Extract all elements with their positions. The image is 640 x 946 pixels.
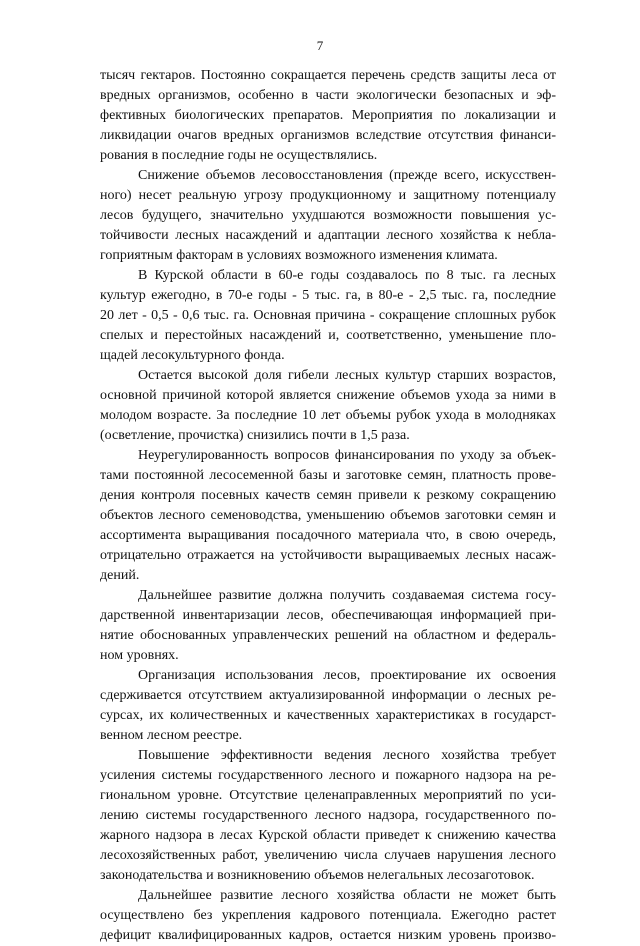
text-line: жарного надзора в лесах Курской области приведет к снижению качества	[100, 828, 556, 843]
text-line: гиональном уровне. Отсутствие целенаправленных мероприятий по уси-	[100, 788, 556, 803]
text-line: лесохозяйственных работ, увеличению числа случаев нарушения лесного	[100, 848, 556, 863]
text-line: фективных биологических препаратов. Мероприятия по локализации и	[100, 108, 556, 123]
text-line: сурсах, их количественных и качественных характеристиках в государст-	[100, 708, 556, 723]
text-line: основной причиной которой является снижение объемов ухода за ними в	[100, 388, 556, 403]
text-line: ного) несет реальную угрозу продукционному и защитному потенциалу	[100, 188, 556, 203]
paragraph-1	[100, 66, 556, 166]
paragraph-5	[100, 446, 556, 586]
text-line: В Курской области в 60-е годы создавалось по 8 тыс. га лесных	[138, 268, 556, 283]
text-line: ассортимента выращивания посадочного материала что, в свою очередь,	[100, 528, 556, 543]
paragraph-9	[100, 886, 556, 946]
text-line: 20 лет - 0,5 - 0,6 тыс. га. Основная причина - сокращение сплошных рубок	[100, 308, 556, 323]
text-line: ном уровнях.	[100, 648, 179, 663]
text-line: Организация использования лесов, проектирование их освоения	[138, 668, 556, 683]
paragraph-8	[100, 746, 556, 886]
paragraph-7	[100, 666, 556, 746]
text-line: молодом возрасте. За последние 10 лет объемы рубок ухода в молодняках	[100, 408, 556, 423]
text-line: (осветление, прочистка) снизились почти в 1,5 раза.	[100, 428, 410, 443]
page-number: 7	[316, 38, 324, 53]
text-line: дения контроля посевных качеств семян привели к резкому сокращению	[100, 488, 556, 503]
text-line: тойчивости лесных насаждений и адаптации лесного хозяйства к небла-	[100, 228, 556, 243]
paragraph-3	[100, 266, 556, 366]
text-line: тами постоянной лесосеменной базы и заготовке семян, платность прове-	[100, 468, 556, 483]
text-line: осуществлено без укрепления кадрового потенциала. Ежегодно растет	[100, 908, 556, 923]
text-line: щадей лесокультурного фонда.	[100, 348, 285, 363]
text-line: тысяч гектаров. Постоянно сокращается перечень средств защиты леса от	[100, 68, 556, 83]
text-line: нятие обоснованных управленческих решений на областном и федераль-	[100, 628, 556, 643]
text-line: Неурегулированность вопросов финансирования по уходу за объек-	[138, 448, 556, 463]
text-line: Остается высокой доля гибели лесных культур старших возрастов,	[138, 368, 556, 383]
text-line: ликвидации очагов вредных организмов вследствие отсутствия финанси-	[100, 128, 556, 143]
text-line: Снижение объемов лесовосстановления (прежде всего, искусствен-	[138, 168, 556, 183]
text-line: сдерживается отсутствием актуализированной информации о лесных ре-	[100, 688, 556, 703]
body-text	[100, 66, 556, 946]
text-line: отрицательно отражается на устойчивости выращиваемых лесных насаж-	[100, 548, 556, 563]
text-line: объектов лесного семеноводства, уменьшению объемов заготовки семян и	[100, 508, 556, 523]
text-line: дарственной инвентаризации лесов, обеспечивающая информацией при-	[100, 608, 556, 623]
text-line: спелых и перестойных насаждений и, соответственно, уменьшение пло-	[100, 328, 556, 343]
text-line: Дальнейшее развитие лесного хозяйства области не может быть	[138, 888, 556, 903]
paragraph-2	[100, 166, 556, 266]
text-line: усиления системы государственного лесного и пожарного надзора на ре-	[100, 768, 556, 783]
text-line: Повышение эффективности ведения лесного хозяйства требует	[138, 748, 556, 763]
paragraph-6	[100, 586, 556, 666]
paragraph-4	[100, 366, 556, 446]
text-line: законодательства и возникновению объемов нелегальных лесозаготовок.	[100, 868, 535, 883]
text-line: венном лесном реестре.	[100, 728, 243, 743]
text-line: лению системы государственного лесного надзора, государственного по-	[100, 808, 556, 823]
text-line: культур ежегодно, в 70-е годы - 5 тыс. га, в 80-е - 2,5 тыс. га, последние	[100, 288, 556, 303]
text-line: Дальнейшее развитие должна получить создаваемая система госу-	[138, 588, 556, 603]
text-line: рования в последние годы не осуществлялись.	[100, 148, 378, 163]
text-line: лесов будущего, значительно ухудшаются возможности повышения ус-	[100, 208, 556, 223]
text-line: гоприятным факторам в условиях возможного изменения климата.	[100, 248, 498, 263]
text-line: дений.	[100, 568, 140, 583]
text-line: дефицит квалифицированных кадров, остается низким уровень произво-	[100, 928, 556, 943]
text-line: вредных организмов, особенно в части экологически безопасных и эф-	[100, 88, 556, 103]
